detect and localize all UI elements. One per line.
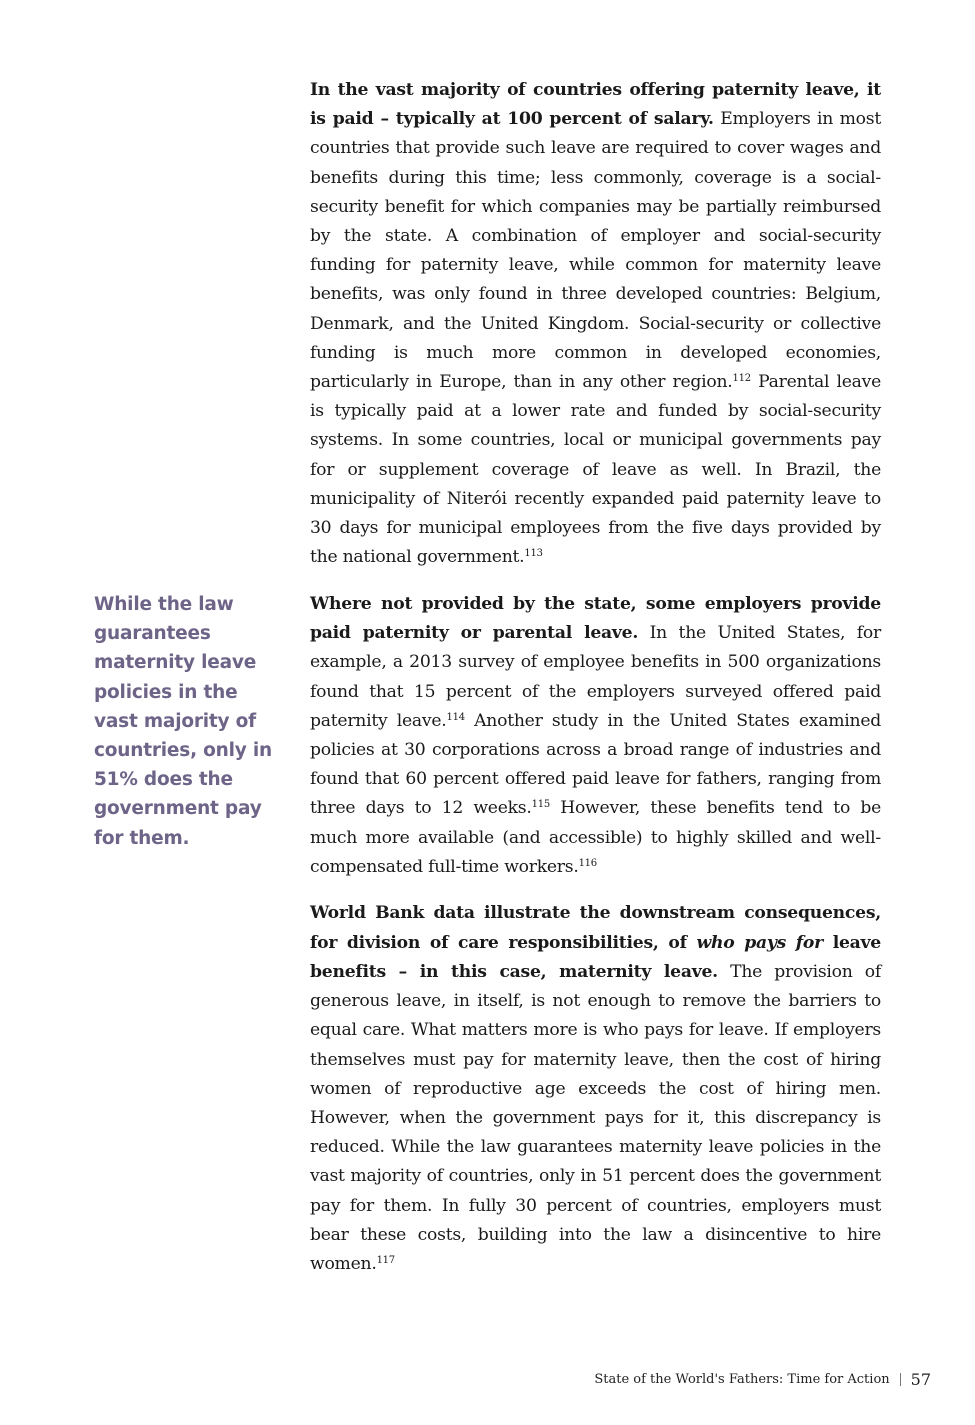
footnote-ref: 112 xyxy=(732,373,751,385)
emphasis: who pays for xyxy=(696,932,823,953)
pull-quote: While the law guarantees maternity leave policies in the vast majority of countries, only in 51% does the government pay for them. xyxy=(94,594,272,849)
footnote-ref: 117 xyxy=(376,1254,395,1266)
paragraph-paid-paternity-leave xyxy=(310,76,881,572)
paragraph-text: However, these benefits tend to be much more available (and accessible) to highly skilled and well-compensated full-time workers. xyxy=(310,798,881,877)
body-text xyxy=(310,76,881,1297)
paragraph-employer-leave xyxy=(310,590,881,882)
lead-sentence: In the vast majority of countries offering paternity leave, it is paid – typically at 100 percent of salary. xyxy=(310,80,881,130)
page-footer xyxy=(594,1370,931,1389)
footnote-ref: 115 xyxy=(531,799,550,811)
page-number: 57 xyxy=(910,1370,931,1389)
paragraph-text: The provision of generous leave, in itself, is not enough to remove the barriers to equal care. What matters more is who pays for leave. If employers themselves must pay for maternity leave, then the cost of hiring women of reproductive age exceeds the cost of hiring men. However, when the government pays for it, this discrepancy is reduced. While the law guarantees maternity leave policies in the vast majority of countries, only in 51 percent does the government pay for them. In fully 30 percent of countries, employers must bear these costs, building into the law a disincentive to hire women. xyxy=(310,961,881,1274)
footer-divider xyxy=(900,1373,901,1386)
paragraph-text: Parental leave is typically paid at a lower rate and funded by social-security systems. In some countries, local or municipal governments pay for or supplement coverage of leave as well. In Brazil, the municipality of Niterói recently expanded paid paternity leave to 30 days for municipal employees from the five days provided by the national government. xyxy=(310,372,881,568)
paragraph-text: Another study in the United States examined policies at 30 corporations across a broad range of industries and found that 60 percent offered paid leave for fathers, ranging from three days to 12 weeks. xyxy=(310,710,881,819)
footnote-ref: 114 xyxy=(446,711,465,723)
footnote-ref: 113 xyxy=(524,548,543,560)
publication-title: State of the World's Fathers: Time for Action xyxy=(594,1372,890,1387)
lead-sentence-end: leave benefits – in this case, maternity leave. xyxy=(310,932,881,982)
paragraph-world-bank xyxy=(310,899,881,1279)
paragraph-text: In the United States, for example, a 2013 survey of employee benefits in 500 organizations found that 15 percent of the employers surveyed offered paid paternity leave. xyxy=(310,623,881,731)
lead-sentence: Where not provided by the state, some employers provide paid paternity or parental leave. xyxy=(310,593,881,644)
footnote-ref: 116 xyxy=(578,857,597,869)
paragraph-text: Employers in most countries that provide such leave are required to cover wages and benefits during this time; less commonly, coverage is a social-security benefit for which companies may be partially reimbursed by the state. A combination of employer and social-security funding for paternity leave, while common for maternity leave benefits, was only found in three developed countries: Belgium, Denmark, and the United Kingdom. Social-security or collective funding is much more common in developed economies, particularly in Europe, than in any other region. xyxy=(310,109,881,393)
lead-sentence: World Bank data illustrate the downstream consequences, for division of care responsibilities, of xyxy=(310,903,881,953)
